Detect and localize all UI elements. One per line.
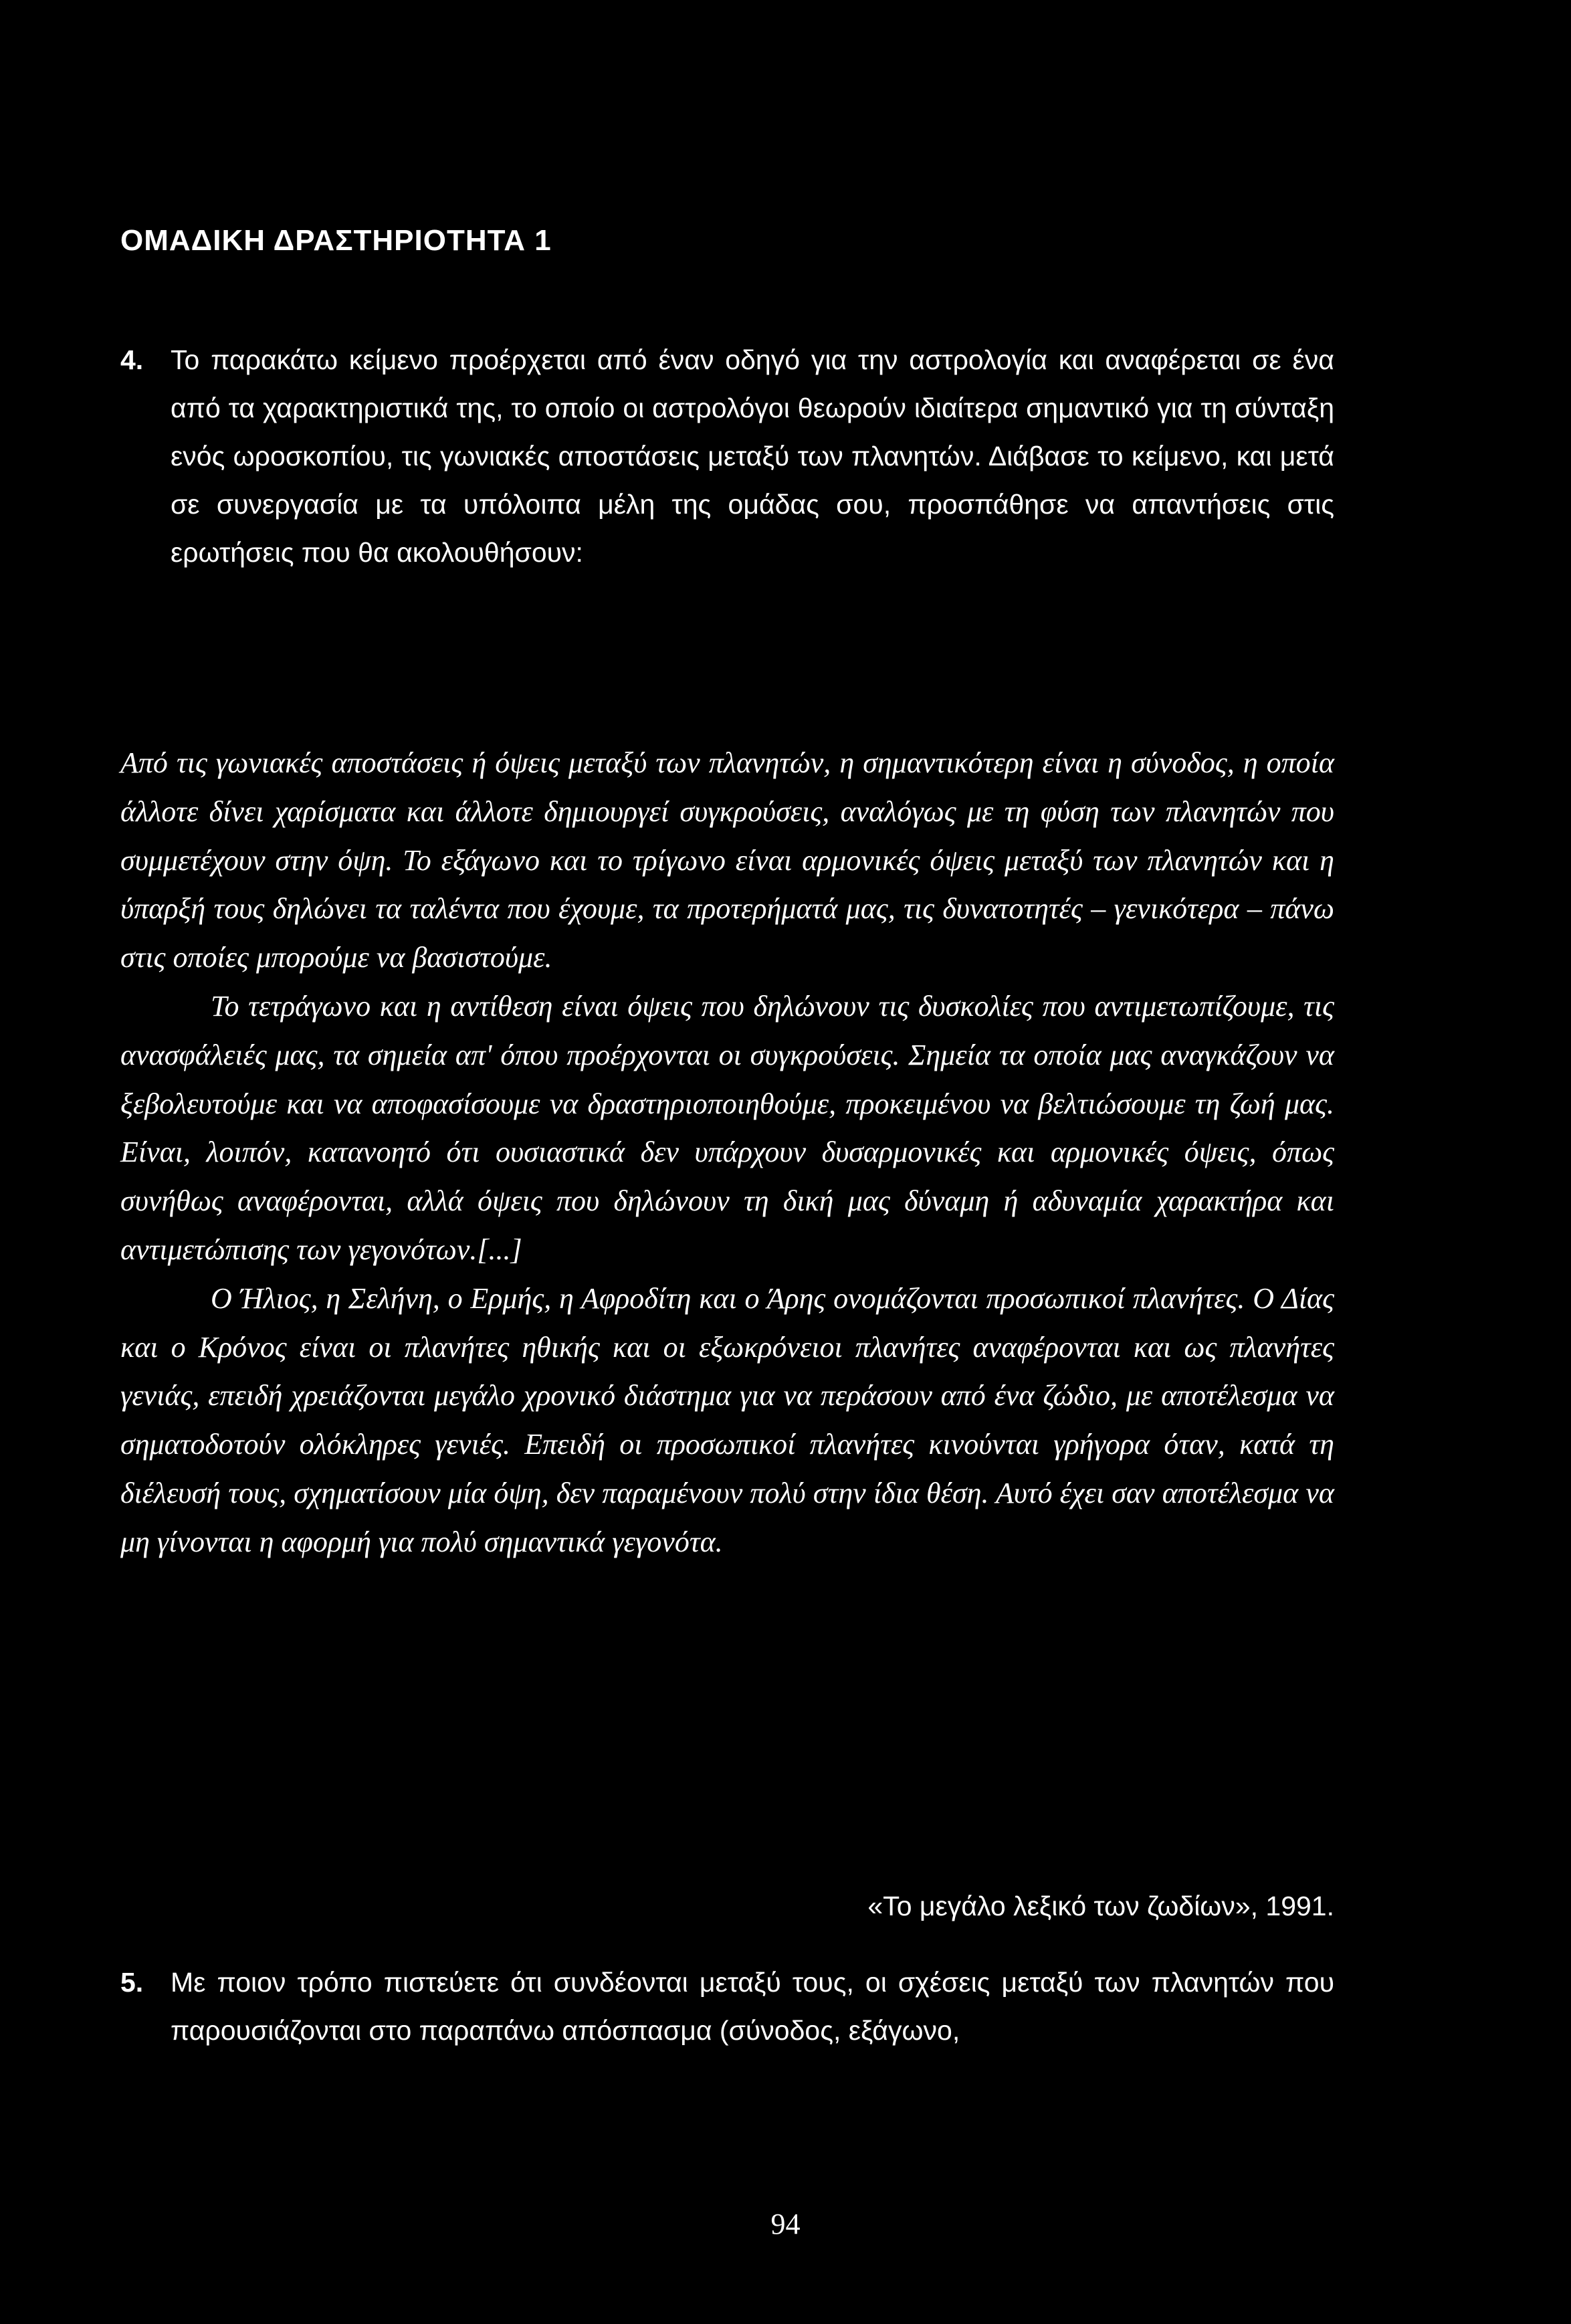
excerpt-paragraph-2: Το τετράγωνο και η αντίθεση είναι όψεις που δηλώνουν τις δυσκολίες που αντιμετωπίζουμε, τις ανασφάλειές μας, τα σημεία απ' όπου προέρχονται οι συγκρούσεις. Σημεία τα οποία μας αναγκάζουν να ξεβολευτούμε και να αποφασίσουμε να δραστηριοποιηθούμε, προκειμένου να βελτιώσουμε τη ζωή μας. Είναι, λοιπόν, κατανοητό ότι ουσιαστικά δεν υπάρχουν δυσαρμονικές και αρμονικές όψεις, όπως συνήθως αναφέρονται, αλλά όψεις που δηλώνουν τη δική μας δύναμη ή αδυναμία χαρακτήρα και αντιμετώπισης των γεγονότων.[...] <box>120 989 1334 1266</box>
question-4 <box>120 336 1334 576</box>
activity-heading: ΟΜΑΔΙΚΗ ΔΡΑΣΤΗΡΙΟΤΗΤΑ 1 <box>120 224 552 257</box>
question-5 <box>120 1958 1334 2054</box>
question-4-text: Το παρακάτω κείμενο προέρχεται από έναν οδηγό για την αστρολογία και αναφέρεται σε ένα από τα χαρακτηριστικά της, το οποίο οι αστρολόγοι θεωρούν ιδιαίτερα σημαντικό για τη σύνταξη ενός ωροσκοπίου, τις γωνιακές αποστάσεις μεταξύ των πλανητών. Διάβασε το κείμενο, και μετά σε συνεργασία με τα υπόλοιπα μέλη της ομάδας σου, προσπάθησε να απαντήσεις στις ερωτήσεις που θα ακολουθήσουν: <box>171 344 1334 568</box>
question-5-text: Με ποιον τρόπο πιστεύετε ότι συνδέονται μεταξύ τους, οι σχέσεις μεταξύ των πλανητών που παρουσιάζονται στο παραπάνω απόσπασμα (σύνοδος, εξάγωνο, <box>171 1967 1334 2046</box>
excerpt-paragraph-1: Από τις γωνιακές αποστάσεις ή όψεις μεταξύ των πλανητών, η σημαντικότερη είναι η σύνοδος, η οποία άλλοτε δίνει χαρίσματα και άλλοτε δημιουργεί συγκρούσεις, αναλόγως με τη φύση των πλανητών που συμμετέχουν στην όψη. Το εξάγωνο και το τρίγωνο είναι αρμονικές όψεις μεταξύ των πλανητών και η ύπαρξή τους δηλώνει τα ταλέντα που έχουμε, τα προτερήματά μας, τις δυνατοτητές – γενικότερα – πάνω στις οποίες μπορούμε να βασιστούμε. <box>120 746 1334 974</box>
page-number: 94 <box>770 2208 801 2240</box>
quoted-excerpt <box>120 739 1334 1567</box>
question-5-number: 5. <box>120 1967 144 1998</box>
question-4-number: 4. <box>120 344 144 375</box>
source-citation: «Το μεγάλο λεξικό των ζωδίων», 1991. <box>867 1891 1334 1921</box>
excerpt-paragraph-3: Ο Ήλιος, η Σελήνη, ο Ερμής, η Αφροδίτη και ο Άρης ονομάζονται προσωπικοί πλανήτες. Ο Δίας και ο Κρόνος είναι οι πλανήτες ηθικής και οι εξωκρόνειοι πλανήτες αναφέρονται και ως πλανήτες γενιάς, επειδή χρειάζονται μεγάλο χρονικό διάστημα για να περάσουν από ένα ζώδιο, με αποτέλεσμα να σηματοδοτούν ολόκληρες γενιές. Επειδή οι προσωπικοί πλανήτες κινούνται γρήγορα όταν, κατά τη διέλευσή τους, σχηματίσουν μία όψη, δεν παραμένουν πολύ στην ίδια θέση. Αυτό έχει σαν αποτέλεσμα να μη γίνονται η αφορμή για πολύ σημαντικά γεγονότα. <box>120 1281 1334 1558</box>
